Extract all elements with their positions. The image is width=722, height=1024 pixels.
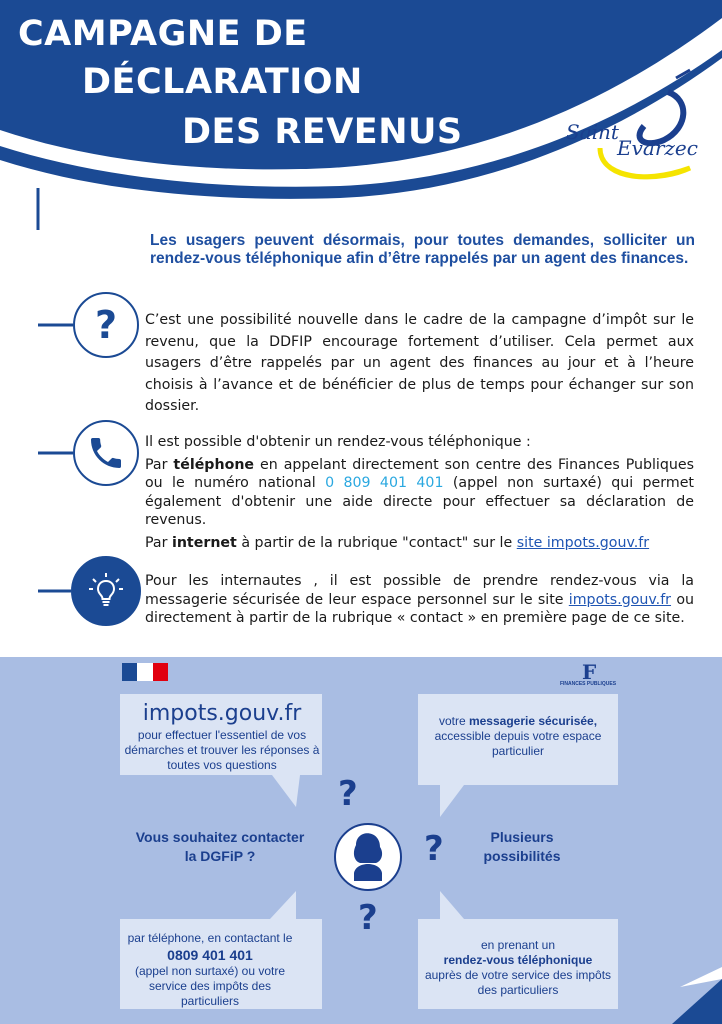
phone-mid: en appelant directement son centre des Finances Publiques ou le numéro national: [145, 456, 694, 491]
bubble-telephone-prefix: par téléphone, en contactant le: [127, 931, 293, 945]
internautes-text-before: Pour les internautes , il est possible de prendre rendez-vous via la messagerie sécurisée de leur espace personnel sur le site: [145, 573, 694, 608]
title-line-3: DES REVENUS: [182, 112, 463, 152]
internet-bold: internet: [171, 534, 237, 551]
bubble-rendezvous-bold: rendez-vous téléphonique: [443, 953, 593, 967]
bubble-telephone-number: 0809 401 401: [167, 947, 253, 963]
section-phone: [145, 433, 694, 552]
svg-text:F: F: [582, 660, 597, 684]
intro-text: Les usagers peuvent désormais, pour toutes demandes, solliciter un rendez-vous téléphonique afin d’être rappelés par un agent des finances.: [150, 232, 695, 267]
phone-intro: Il est possible d'obtenir un rendez-vous téléphonique :: [145, 434, 531, 450]
bubble-rendezvous-prefix: en prenant un: [480, 938, 556, 952]
bubble-impots: [124, 700, 320, 773]
bubble-telephone: [124, 931, 296, 1009]
impots-brand: impots.gouv.fr: [142, 701, 302, 726]
svg-text:?: ?: [358, 898, 378, 938]
messagerie-prefix: votre: [438, 714, 469, 728]
impots-site-link[interactable]: site impots.gouv.fr: [516, 534, 650, 551]
phone-suffix: (appel non surtaxé) qui permet également d'obtenir une aide directe pour effectuer sa déclaration de revenus.: [145, 475, 694, 528]
bubble-rendezvous: [420, 938, 616, 998]
lightbulb-icon: [71, 556, 141, 626]
logo-evarzec: Evarzec: [617, 136, 698, 160]
bubble-rendezvous-text: auprès de votre service des impôts des particuliers: [424, 968, 612, 997]
bubble-messagerie: [420, 714, 616, 759]
label-contact-dgfip: Vous souhaitez contacter la DGFiP ?: [135, 829, 305, 864]
question-mark-icon: ?: [73, 292, 139, 358]
finances-publiques-label: FINANCES PUBLIQUES: [559, 681, 617, 687]
internet-paragraph: [145, 534, 694, 553]
internautes-text-after: ou directement à partir de la rubrique « contact » en première page de ce site.: [145, 591, 694, 626]
title-line-2: DÉCLARATION: [82, 62, 363, 102]
svg-text:?: ?: [424, 829, 444, 869]
phone-number: 0 809 401 401: [325, 475, 444, 491]
internet-prefix: Par: [145, 534, 172, 551]
title-line-1: CAMPAGNE DE: [18, 14, 308, 54]
bubble-impots-text: pour effectuer l'essentiel de vos démarches et trouver les réponses à toutes vos questions: [124, 728, 320, 772]
bubble-messagerie-text: accessible depuis votre espace particulier: [434, 729, 602, 758]
messagerie-bold: messagerie sécurisée,: [468, 714, 598, 728]
section-internautes: [145, 572, 694, 628]
svg-text:?: ?: [338, 774, 358, 814]
phone-prefix: Par: [145, 456, 174, 473]
phone-paragraph: [145, 456, 694, 530]
bubble-messagerie-line: [420, 714, 616, 729]
bubble-telephone-text: (appel non surtaxé) ou votre service des impôts des particuliers: [134, 964, 286, 1008]
internet-mid: à partir de la rubrique "contact" sur le: [236, 534, 517, 551]
label-possibilites: Plusieurs possibilités: [483, 829, 561, 864]
phone-icon: [73, 420, 139, 486]
logo-saint: Saint: [566, 120, 619, 144]
section-possibility: C’est une possibilité nouvelle dans le cadre de la campagne d’impôt sur le revenu, que la DDFIP encourage fortement d’utiliser. Cela permet aux usagers d’être rappelés par un agent des finances au jour et à l’heure choisis à l’avance et de bénéficier de plus de temps pour échanger sur son dossier.: [145, 312, 694, 414]
impots-link[interactable]: impots.gouv.fr: [568, 591, 672, 608]
phone-bold: téléphone: [173, 456, 255, 473]
